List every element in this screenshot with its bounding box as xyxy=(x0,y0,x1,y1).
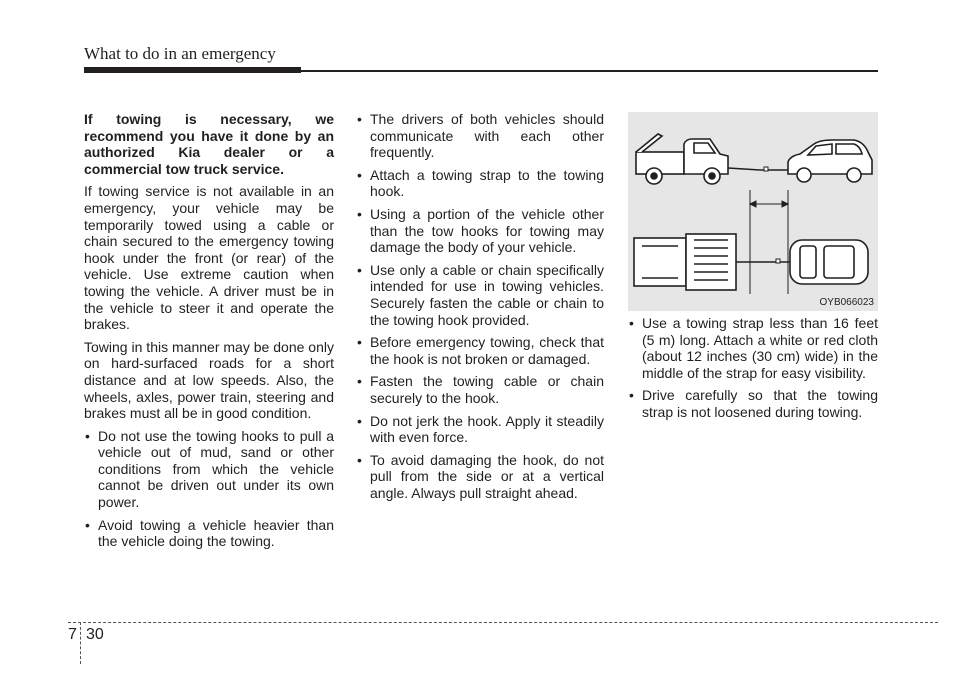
list-item-text: Do not use the towing hooks to pull a vehicle out of mud, sand or other conditions from which the vehicle cannot be driven out under its own power. xyxy=(98,427,334,511)
list-item xyxy=(356,413,604,446)
list-item-text: Do not jerk the hook. Apply it steadily with even force. xyxy=(370,412,604,446)
list-item-text: Drive carefully so that the towing strap is not loosened during towing. xyxy=(642,387,878,420)
lead-paragraph: If towing is necessary, we recommend you have it done by an authorized Kia dealer or a commercial tow truck service. xyxy=(84,111,334,177)
page-number: 30 xyxy=(86,626,104,643)
bullet-icon: • xyxy=(629,387,634,404)
list-item-text: Avoid towing a vehicle heavier than the vehicle doing the towing. xyxy=(98,516,334,550)
tow-truck-side-icon xyxy=(636,134,760,184)
footer-rule xyxy=(68,622,938,623)
list-item xyxy=(356,334,604,367)
column-3 xyxy=(628,315,878,427)
column-1 xyxy=(84,111,334,556)
list-item xyxy=(356,167,604,200)
bullet-icon: • xyxy=(357,373,362,390)
bullet-icon: • xyxy=(357,334,362,351)
car-top-icon xyxy=(790,240,868,284)
list-item xyxy=(356,111,604,161)
bullet-list xyxy=(84,428,334,550)
paragraph: Towing in this manner may be done only on hard-surfaced roads for a short distance and at low speeds. Also, the wheels, axles, power train, steering and brakes must all be in good condition. xyxy=(84,338,334,422)
column-2 xyxy=(356,111,604,507)
bullet-icon: • xyxy=(357,205,362,222)
bullet-icon: • xyxy=(357,166,362,183)
bullet-icon: • xyxy=(85,516,90,533)
list-item-text: To avoid damaging the hook, do not pull from the side or at a vertical angle. Always pull straight ahead. xyxy=(370,451,604,501)
list-item-text: The drivers of both vehicles should communicate with each other frequently. xyxy=(370,111,604,161)
bullet-icon: • xyxy=(357,261,362,278)
bullet-icon: • xyxy=(357,451,362,468)
list-item-text: Attach a towing strap to the towing hook. xyxy=(370,166,604,200)
car-side-icon xyxy=(788,140,872,182)
list-item xyxy=(84,517,334,550)
tow-truck-top-icon xyxy=(634,234,760,290)
list-item xyxy=(84,428,334,511)
bullet-icon: • xyxy=(85,427,90,444)
list-item xyxy=(356,373,604,406)
list-item xyxy=(356,262,604,328)
dimension-line-icon xyxy=(750,190,788,294)
list-item-text: Before emergency towing, check that the hook is not broken or damaged. xyxy=(370,334,604,367)
bullet-list xyxy=(628,315,878,421)
list-item xyxy=(356,452,604,502)
footer-divider xyxy=(80,622,81,664)
paragraph: If towing service is not available in an emergency, your vehicle may be temporarily towed using a cable or chain secured to the emergency towing hook under the front (or rear) of the vehicle. Use extreme caution when towing the vehicle. A driver must be in the vehicle to steer it and operate the brakes. xyxy=(84,183,334,333)
chapter-number: 7 xyxy=(68,626,77,643)
figure-code-label: OYB066023 xyxy=(819,297,874,308)
list-item-text: Fasten the towing cable or chain securely to the hook. xyxy=(370,373,604,406)
header-rule xyxy=(84,70,878,72)
bullet-list xyxy=(356,111,604,501)
list-item xyxy=(356,206,604,256)
list-item-text: Use a towing strap less than 16 feet (5 m) long. Attach a white or red cloth (about 12 inches (30 cm) wide) in the middle of the strap for easy visibility. xyxy=(642,315,878,381)
section-title: What to do in an emergency xyxy=(84,44,276,63)
list-item-text: Using a portion of the vehicle other than the tow hooks for towing may damage the body of your vehicle. xyxy=(370,205,604,256)
list-item-text: Use only a cable or chain specifically intended for use in towing vehicles. Securely fasten the cable or chain to the towing hook provided. xyxy=(370,261,604,328)
bullet-icon: • xyxy=(629,315,634,331)
list-item xyxy=(628,387,878,420)
towing-figure xyxy=(628,112,878,311)
bullet-icon: • xyxy=(357,412,362,429)
list-item xyxy=(628,315,878,381)
bullet-icon: • xyxy=(357,111,362,127)
towing-illustration-icon xyxy=(628,112,878,311)
